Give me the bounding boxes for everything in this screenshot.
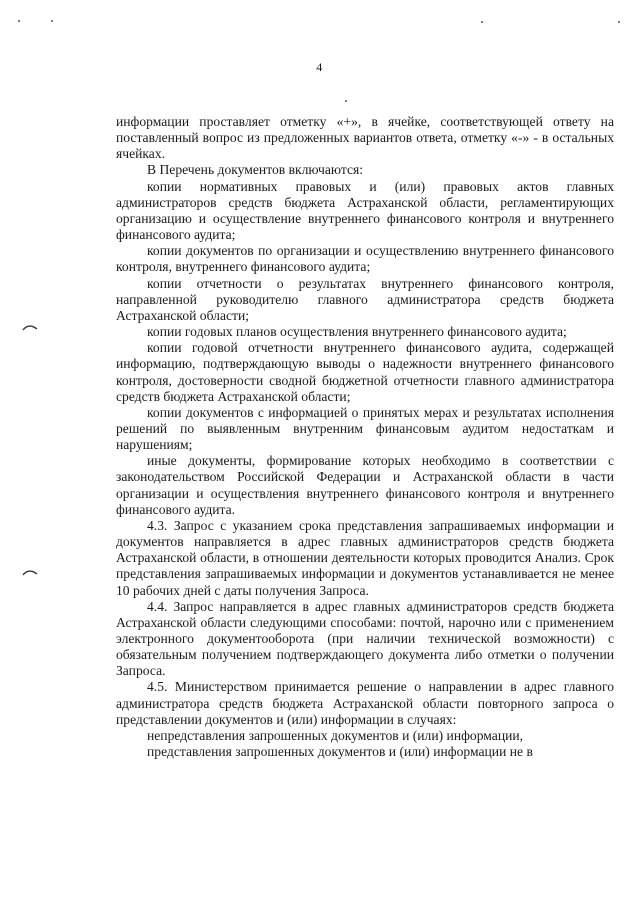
paragraph: копии документов по организации и осуществлению внутреннего финансового контроля, внутреннего финансового аудита;: [116, 243, 614, 275]
scan-speck: [345, 100, 347, 102]
paragraph: информации проставляет отметку «+», в ячейке, соответствующей ответу на поставленный вопрос из предложенных вариантов ответа, отметку «-» - в остальных ячейках.: [116, 114, 614, 162]
scan-speck: [618, 21, 620, 23]
paragraph: 4.4. Запрос направляется в адрес главных администраторов средств бюджета Астраханской области следующими способами: почтой, нарочно или с применением электронного документооборота (при наличии технической возможности) с обязательным получением подтверждающего документа либо отметки о получении Запроса.: [116, 598, 614, 679]
scan-speck: [481, 21, 483, 23]
scan-speck: [51, 20, 53, 22]
binding-mark: [22, 568, 38, 578]
paragraph: копии документов с информацией о принятых мерах и результатах исполнения решений по выявленным внутренним финансовым аудитом недостаткам и нарушениям;: [116, 404, 614, 453]
paragraph: 4.3. Запрос с указанием срока представления запрашиваемых информации и документов направляется в адрес главных администраторов средств бюджета Астраханской области, в отношении деятельности которых проводится Анализ. Срок представления запрашиваемых информации и документов устанавливается не менее 10 рабочих дней с даты получения Запроса.: [116, 517, 614, 598]
scan-speck: [18, 20, 20, 22]
document-body: [116, 114, 614, 760]
paragraph: копии отчетности о результатах внутреннего финансового контроля, направленной руководителю главного администратора средств бюджета Астраханской области;: [116, 275, 614, 323]
paragraph: копии нормативных правовых и (или) правовых актов главных администраторов средств бюджета Астраханской области, регламентирующих организацию и осуществление внутреннего финансового контроля и внутреннего финансового аудита;: [116, 178, 614, 243]
paragraph: непредставления запрошенных документов и (или) информации,: [147, 727, 524, 743]
paragraph: копии годовых планов осуществления внутреннего финансового аудита;: [147, 324, 567, 340]
paragraph: представления запрошенных документов и (или) информации не в: [147, 744, 533, 760]
binding-mark: [22, 323, 38, 333]
paragraph: копии годовой отчетности внутреннего финансового аудита, содержащей информацию, подтверждающую выводы о надежности внутреннего финансового контроля, достоверности сводной бюджетной отчетности главного администратора средств бюджета Астраханской области;: [116, 340, 614, 404]
paragraph: 4.5. Министерством принимается решение о направлении в адрес главного администратора средств бюджета Астраханской области повторного запроса о представлении документов и (или) информации в случаях:: [116, 679, 614, 727]
paragraph: иные документы, формирование которых необходимо в соответствии с законодательством Российской Федерации и Астраханской области в части организации и осуществления внутреннего финансового контроля и внутреннего финансового аудита.: [116, 453, 614, 517]
page-number: 4: [316, 60, 323, 74]
paragraph: В Перечень документов включаются:: [147, 162, 364, 178]
